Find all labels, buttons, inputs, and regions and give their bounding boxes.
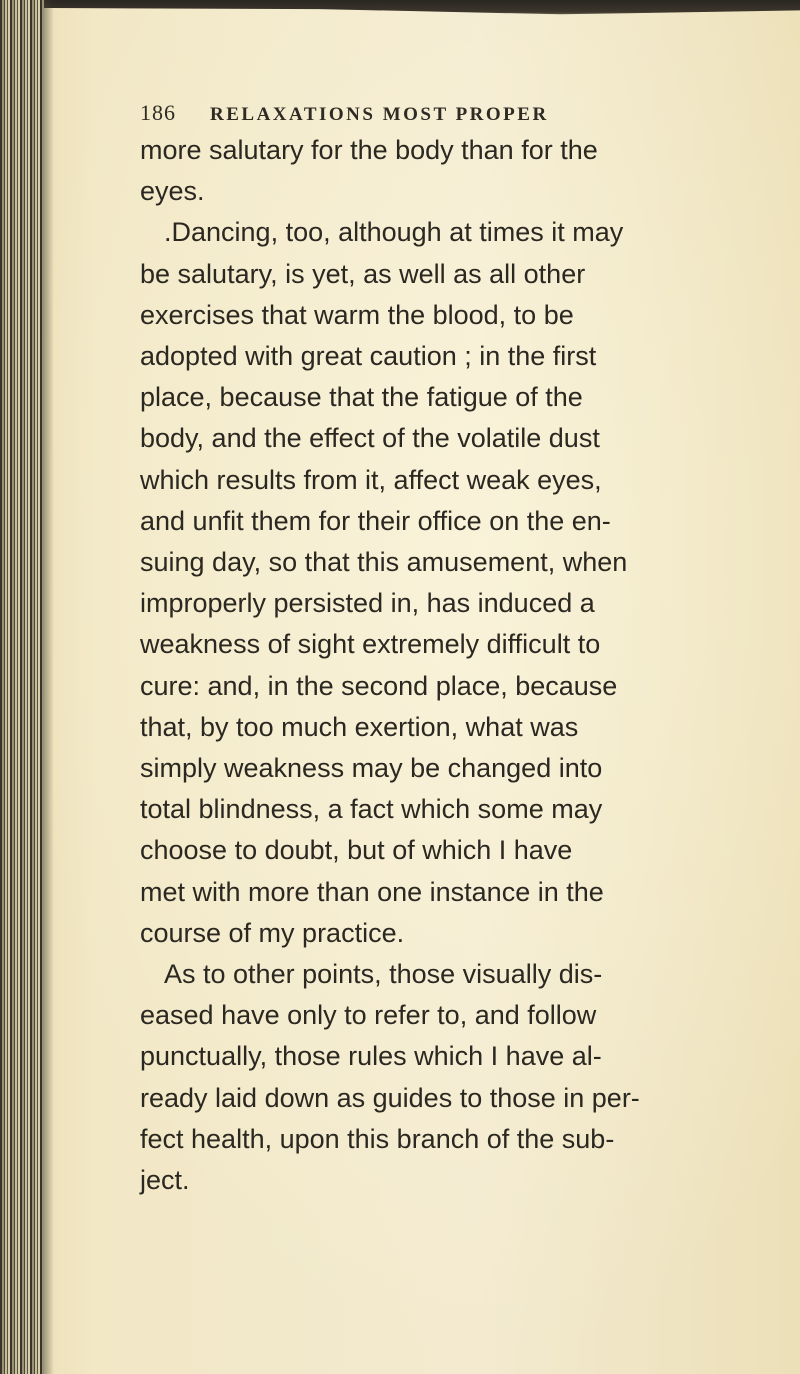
text-line: fect health, upon this branch of the sub- — [140, 1123, 615, 1154]
text-line: .Dancing, too, although at times it may — [164, 217, 624, 248]
text-line: more salutary for the body than for the — [140, 135, 598, 165]
running-head: RELAXATIONS MOST PROPER — [210, 104, 549, 125]
text-line: As to other points, those visually dis- — [164, 959, 603, 990]
text-line: weakness of sight extremely difficult to — [140, 629, 601, 660]
text-line: and unfit them for their office on the en- — [140, 505, 611, 536]
text-line: choose to doubt, but of which I have — [140, 835, 573, 866]
text-line: which results from it, affect weak eyes, — [140, 464, 602, 495]
text-line: eyes. — [140, 176, 205, 207]
text-line: improperly persisted in, has induced a — [140, 588, 595, 619]
text-line: place, because that the fatigue of the — [140, 382, 583, 413]
text-line: that, by too much exertion, what was — [140, 711, 579, 742]
text-line: punctually, those rules which I have al- — [140, 1041, 602, 1072]
text-line: total blindness, a fact which some may — [140, 794, 603, 825]
text-line: adopted with great caution ; in the first — [140, 341, 597, 372]
page-header — [140, 100, 549, 126]
text-line: ject. — [140, 1165, 190, 1196]
text-line: exercises that warm the blood, to be — [140, 299, 574, 330]
page-number: 186 — [140, 100, 176, 125]
text-line: simply weakness may be changed into — [140, 753, 603, 784]
text-line: suing day, so that this amusement, when — [140, 547, 628, 578]
body-text — [140, 130, 790, 1201]
text-line: eased have only to refer to, and follow — [140, 1000, 597, 1031]
page-top-shadow — [0, 0, 800, 26]
text-line: met with more than one instance in the — [140, 876, 604, 907]
text-line: ready laid down as guides to those in per- — [140, 1082, 640, 1113]
text-line: be salutary, is yet, as well as all other — [140, 258, 586, 289]
book-binding-edge — [0, 0, 44, 1374]
text-line: body, and the effect of the volatile dust — [140, 423, 600, 454]
text-line: course of my practice. — [140, 917, 405, 948]
text-line: cure: and, in the second place, because — [140, 670, 618, 701]
